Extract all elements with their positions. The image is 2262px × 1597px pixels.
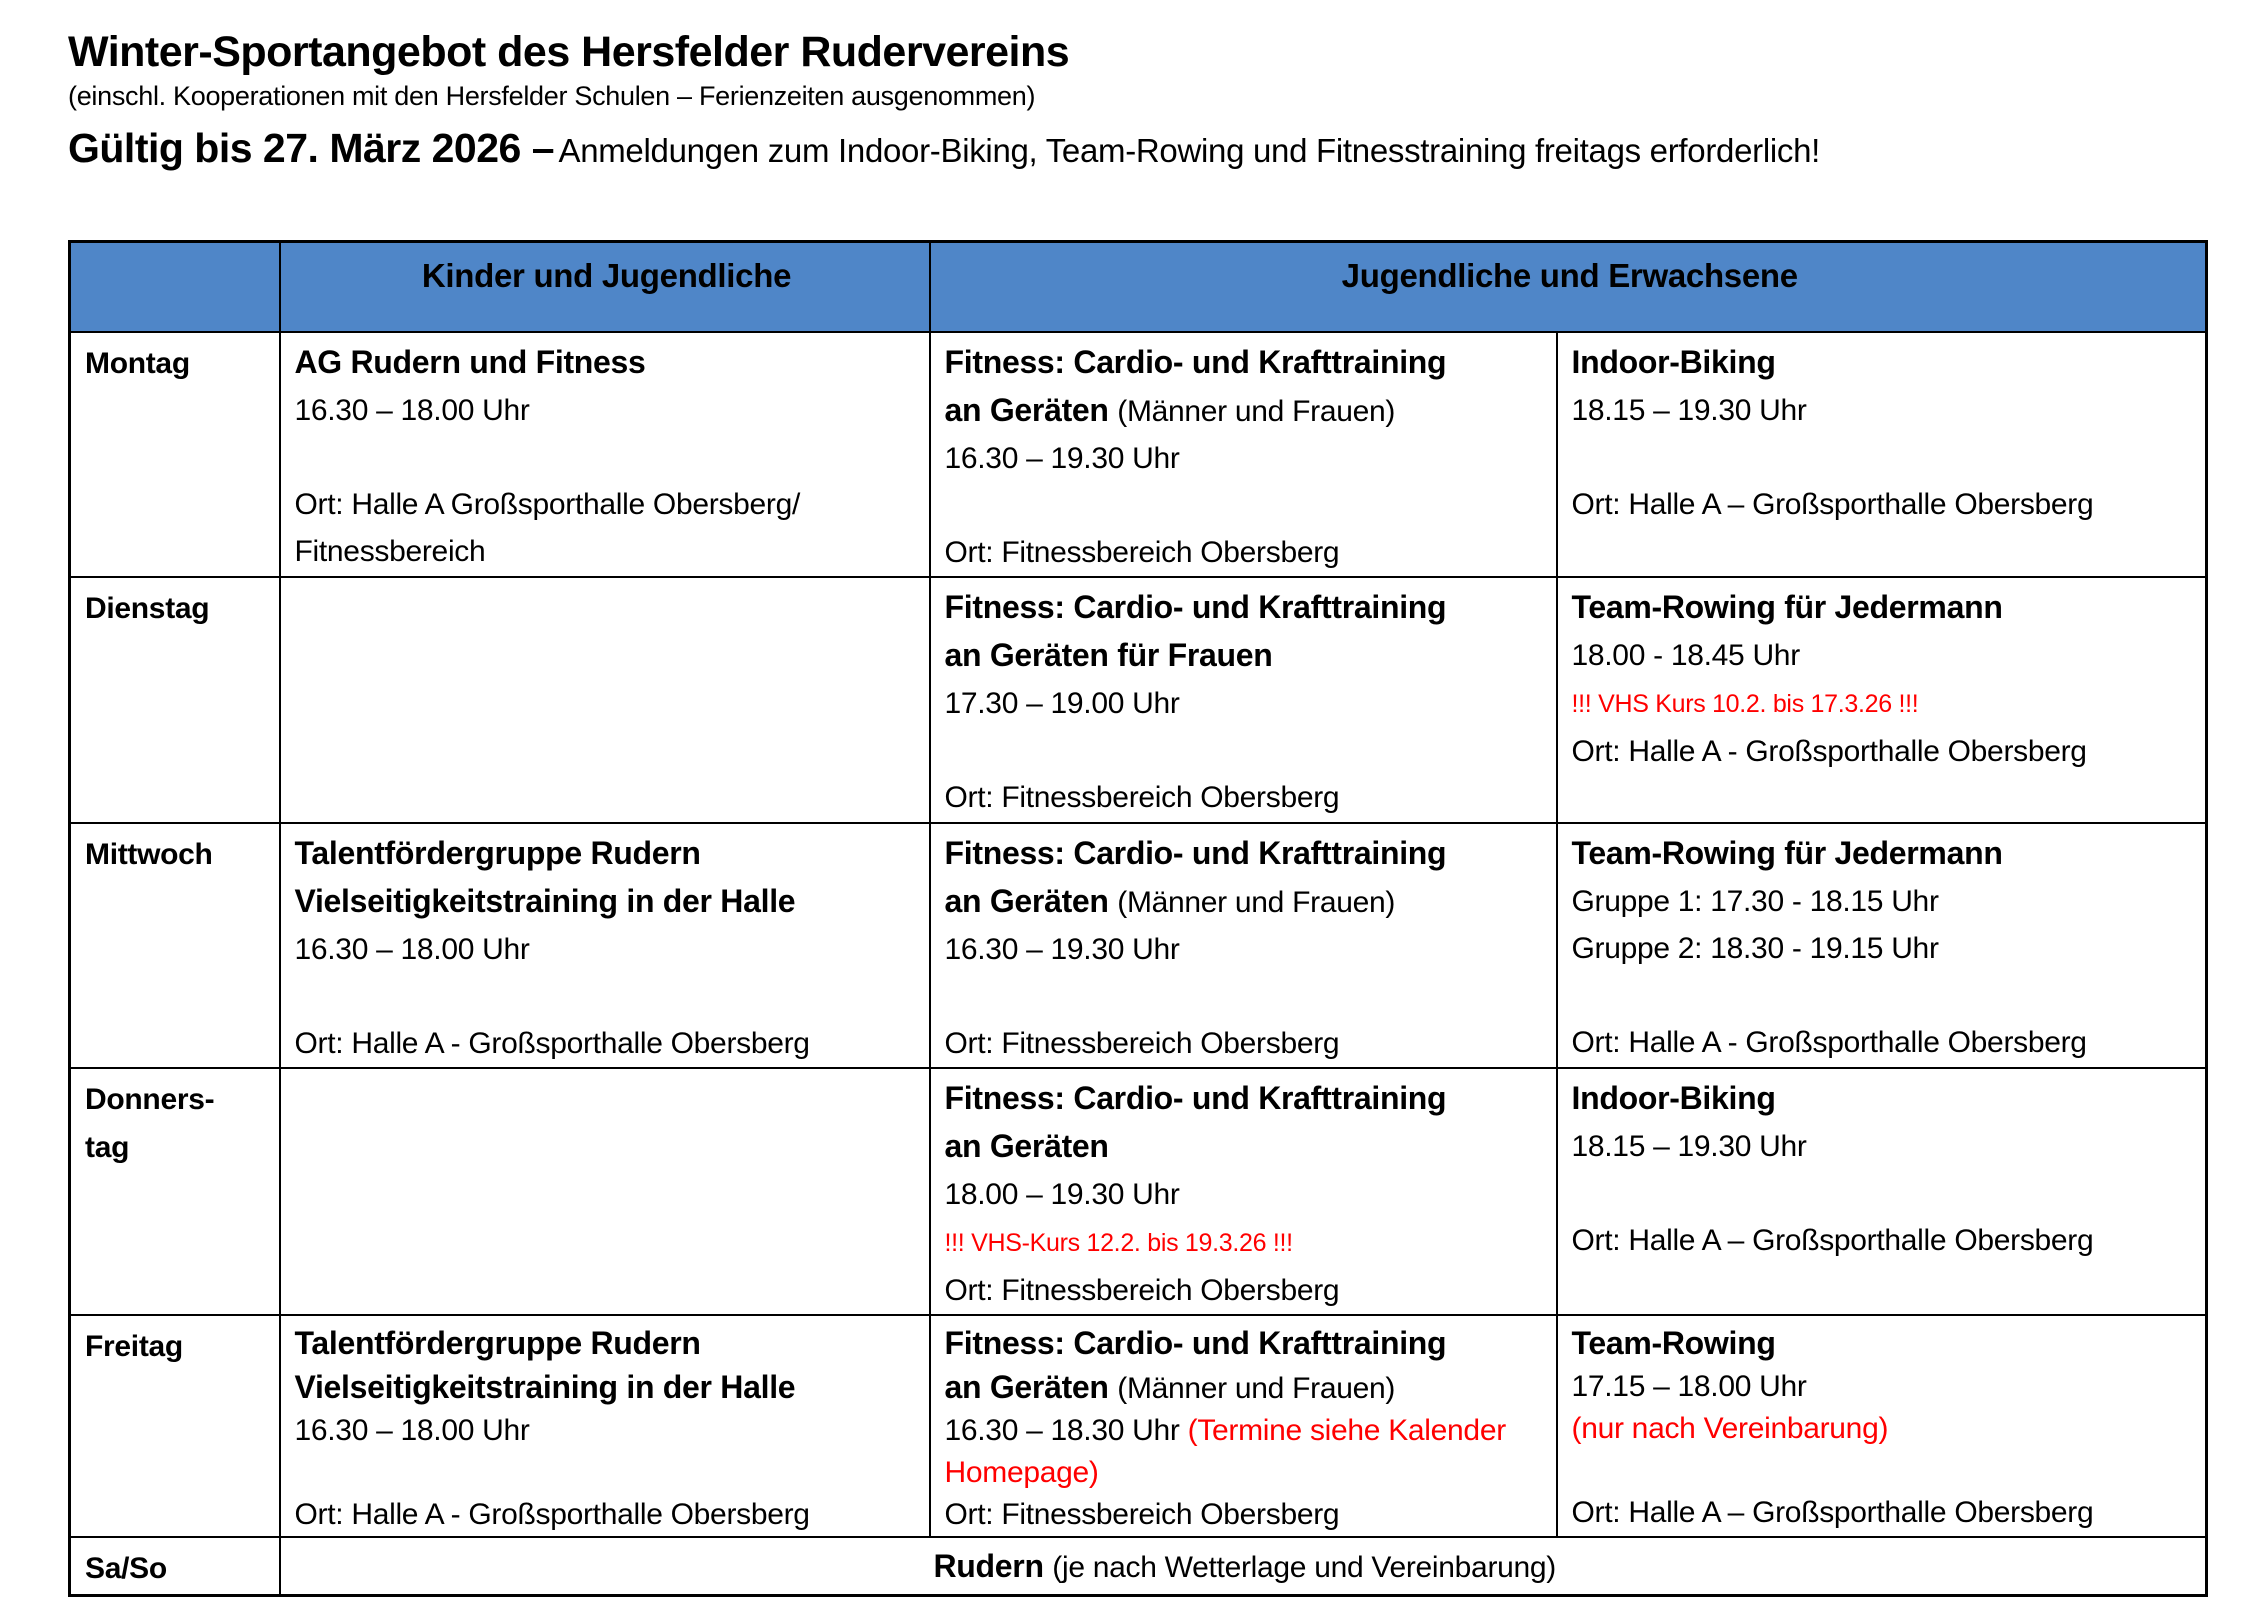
cell-line [85, 1075, 269, 1123]
header-jugendliche-erwachsene: Jugendliche und Erwachsene [930, 242, 2207, 332]
cell-line [295, 973, 919, 1020]
cell-line [1572, 878, 2196, 925]
text-run: 16.30 – 19.30 Uhr [944, 441, 1180, 475]
activity-cell [280, 1068, 930, 1315]
cell-line [945, 1075, 1546, 1123]
cell-line [1572, 481, 2196, 528]
text-run: Freitag [85, 1329, 183, 1363]
cell-line [1572, 679, 2196, 728]
text-run: 16.30 – 19.30 Uhr [944, 932, 1180, 966]
text-run: (nur nach Vereinbarung) [1571, 1411, 1889, 1445]
text-run: Ort: Halle A – Großsporthalle Obersberg [1571, 487, 2094, 521]
text-run: (Männer und Frauen) [1117, 394, 1396, 428]
text-run: 18.15 – 19.30 Uhr [1571, 1129, 1807, 1163]
activity-cell [930, 332, 1557, 577]
validity-line [68, 119, 2206, 187]
cell-line [1572, 1322, 2196, 1366]
text-run: Vielseitigkeitstraining in der Halle [294, 882, 796, 919]
day-cell [70, 332, 280, 577]
schedule-row [70, 1068, 2207, 1315]
text-run: 16.30 – 18.30 Uhr [944, 1413, 1188, 1447]
cell-line [1572, 1170, 2196, 1217]
text-run: Mittwoch [85, 837, 213, 871]
cell-line [945, 1410, 1546, 1452]
cell-line [945, 584, 1546, 632]
cell-line [945, 1267, 1546, 1314]
cell-line [945, 1322, 1546, 1366]
cell-line [1572, 1492, 2196, 1534]
cell-line [945, 529, 1546, 576]
header-kinder-jugendliche: Kinder und Jugendliche [280, 242, 930, 332]
validity-date: Gültig bis 27. März 2026 – [68, 125, 555, 171]
cell-line [1572, 1408, 2196, 1450]
table-header-row [70, 242, 2207, 332]
text-run: Indoor-Biking [1571, 343, 1776, 380]
text-run: 17.15 – 18.00 Uhr [1571, 1369, 1807, 1403]
activity-cell [1557, 1068, 2207, 1315]
cell-line [945, 1218, 1546, 1267]
text-run: Ort: Halle A – Großsporthalle Obersberg [1571, 1223, 2094, 1257]
day-cell [70, 1068, 280, 1315]
day-cell [70, 1537, 280, 1596]
cell-line [945, 435, 1546, 482]
cell-line [295, 1020, 919, 1067]
text-run: Fitness: Cardio- und Krafttraining [944, 834, 1447, 871]
activity-cell [280, 332, 930, 577]
activity-cell [1557, 823, 2207, 1068]
text-run: Team-Rowing für Jedermann [1571, 834, 2003, 871]
cell-line [295, 481, 919, 528]
cell-line [295, 528, 919, 575]
day-cell [70, 1315, 280, 1537]
text-run: 16.30 – 18.00 Uhr [294, 393, 530, 427]
schedule-table [68, 240, 2208, 1597]
schedule-row [70, 1315, 2207, 1537]
cell-line [1572, 925, 2196, 972]
text-run: Ort: Fitnessbereich Obersberg [944, 780, 1340, 814]
activity-cell [280, 577, 930, 823]
text-run: an Geräten [944, 882, 1118, 919]
cell-line [945, 1366, 1546, 1410]
cell-line [1572, 339, 2196, 387]
text-run: Ort: Halle A - Großsporthalle Obersberg [1571, 1025, 2087, 1059]
cell-line [1572, 1450, 2196, 1492]
schedule-row [70, 1537, 2207, 1596]
cell-line [295, 878, 919, 926]
cell-line [85, 1544, 269, 1592]
text-run: Ort: Halle A Großsporthalle Obersberg/ [294, 487, 800, 521]
text-run: !!! VHS Kurs 10.2. bis 17.3.26 !!! [1571, 689, 1919, 718]
text-run: tag [85, 1130, 130, 1164]
text-run: Ort: Fitnessbereich Obersberg [944, 1026, 1340, 1060]
text-run: (Männer und Frauen) [1117, 885, 1396, 919]
cell-line [1572, 972, 2196, 1019]
text-run: !!! VHS-Kurs 12.2. bis 19.3.26 !!! [944, 1228, 1293, 1257]
cell-line [1572, 1366, 2196, 1408]
text-run: AG Rudern und Fitness [294, 343, 646, 380]
cell-line [295, 1494, 919, 1536]
cell-line [1572, 1264, 2196, 1311]
activity-cell [930, 823, 1557, 1068]
cell-line [945, 1494, 1546, 1536]
text-run: Fitness: Cardio- und Krafttraining [944, 1079, 1447, 1116]
cell-line [85, 339, 269, 387]
cell-line [1572, 434, 2196, 481]
activity-cell [930, 577, 1557, 823]
text-run: Montag [85, 346, 190, 380]
cell-line [1572, 632, 2196, 679]
text-run: Gruppe 2: 18.30 - 19.15 Uhr [1571, 931, 1939, 965]
text-run: Team-Rowing für Jedermann [1571, 588, 2003, 625]
text-run: Ort: Halle A – Großsporthalle Obersberg [1571, 1495, 2094, 1529]
header-day-cell [70, 242, 280, 332]
text-run: Ort: Halle A - Großsporthalle Obersberg [1571, 734, 2087, 768]
activity-cell [930, 1068, 1557, 1315]
text-run: Fitness: Cardio- und Krafttraining [944, 1324, 1447, 1361]
cell-line [945, 774, 1546, 821]
day-cell [70, 823, 280, 1068]
text-run: Donners- [85, 1082, 215, 1116]
cell-line [945, 387, 1546, 435]
text-run: Ort: Halle A - Großsporthalle Obersberg [294, 1497, 810, 1531]
text-run: 18.15 – 19.30 Uhr [1571, 393, 1807, 427]
text-run: Gruppe 1: 17.30 - 18.15 Uhr [1571, 884, 1939, 918]
text-run: 17.30 – 19.00 Uhr [944, 686, 1180, 720]
text-run: an Geräten für Frauen [944, 636, 1273, 673]
cell-line [945, 727, 1546, 774]
text-run: an Geräten [944, 391, 1118, 428]
text-run: (Männer und Frauen) [1117, 1371, 1396, 1405]
cell-line [295, 926, 919, 973]
cell-line [85, 830, 269, 878]
cell-line [295, 339, 919, 387]
schedule-row [70, 823, 2207, 1068]
cell-line [945, 680, 1546, 727]
text-run: Ort: Fitnessbereich Obersberg [944, 535, 1340, 569]
text-run: Vielseitigkeitstraining in der Halle [294, 1368, 796, 1405]
cell-line [85, 1322, 269, 1370]
cell-line [945, 973, 1546, 1020]
activity-cell [1557, 577, 2207, 823]
text-run: Team-Rowing [1571, 1324, 1776, 1361]
cell-line [945, 1020, 1546, 1067]
text-run: Rudern [933, 1547, 1053, 1584]
cell-line [945, 339, 1546, 387]
cell-line [945, 830, 1546, 878]
text-run: Fitnessbereich [294, 534, 486, 568]
activity-cell [280, 1315, 930, 1537]
activity-cell [930, 1315, 1557, 1537]
cell-line [295, 387, 919, 434]
text-run: Homepage) [944, 1455, 1099, 1489]
cell-line [295, 1366, 919, 1410]
cell-line [945, 878, 1546, 926]
cell-line [1572, 728, 2196, 775]
cell-line [1572, 1075, 2196, 1123]
cell-line [295, 1322, 919, 1366]
text-run: Indoor-Biking [1571, 1079, 1776, 1116]
activity-cell [1557, 332, 2207, 577]
text-run: Fitness: Cardio- und Krafttraining [944, 588, 1447, 625]
activity-cell [280, 823, 930, 1068]
text-run: (Termine siehe Kalender [1187, 1413, 1506, 1447]
cell-line [1572, 584, 2196, 632]
schedule-row [70, 577, 2207, 823]
text-run: Sa/So [85, 1551, 167, 1585]
validity-note: Anmeldungen zum Indoor-Biking, Team-Rowing und Fitnesstraining freitags erforderlich! [558, 132, 1821, 169]
cell-line [295, 1452, 919, 1494]
cell-line [945, 1171, 1546, 1218]
cell-line [295, 1542, 2196, 1592]
cell-line [295, 434, 919, 481]
text-run: 18.00 – 19.30 Uhr [944, 1177, 1180, 1211]
text-run: 16.30 – 18.00 Uhr [294, 932, 530, 966]
text-run: Ort: Fitnessbereich Obersberg [944, 1497, 1340, 1531]
cell-line [1572, 1217, 2196, 1264]
cell-line [1572, 830, 2196, 878]
cell-line [945, 1123, 1546, 1171]
day-cell [70, 577, 280, 823]
cell-line [295, 1410, 919, 1452]
text-run: Talentfördergruppe Rudern [294, 834, 701, 871]
cell-line [945, 1452, 1546, 1494]
text-run: Fitness: Cardio- und Krafttraining [944, 343, 1447, 380]
text-run: an Geräten [944, 1127, 1109, 1164]
text-run: (je nach Wetterlage und Vereinbarung) [1052, 1550, 1556, 1584]
cell-line [1572, 775, 2196, 822]
text-run: Dienstag [85, 591, 210, 625]
cell-line [1572, 1123, 2196, 1170]
text-run: 16.30 – 18.00 Uhr [294, 1413, 530, 1447]
page-subtitle: (einschl. Kooperationen mit den Hersfelder Schulen – Ferienzeiten ausgenommen) [68, 81, 1036, 111]
cell-line [85, 1123, 269, 1171]
cell-line [85, 584, 269, 632]
cell-line [1572, 528, 2196, 575]
cell-line [295, 830, 919, 878]
text-run: Talentfördergruppe Rudern [294, 1324, 701, 1361]
text-run: Ort: Fitnessbereich Obersberg [944, 1273, 1340, 1307]
cell-line [945, 482, 1546, 529]
text-run: an Geräten [944, 1368, 1118, 1405]
merged-activity-cell [280, 1537, 2207, 1596]
text-run: Ort: Halle A - Großsporthalle Obersberg [294, 1026, 810, 1060]
cell-line [1572, 1019, 2196, 1066]
page-title: Winter-Sportangebot des Hersfelder Rudervereins [68, 28, 1070, 76]
cell-line [1572, 387, 2196, 434]
cell-line [945, 632, 1546, 680]
cell-line [945, 926, 1546, 973]
schedule-row [70, 332, 2207, 577]
text-run: 18.00 - 18.45 Uhr [1571, 638, 1800, 672]
activity-cell [1557, 1315, 2207, 1537]
